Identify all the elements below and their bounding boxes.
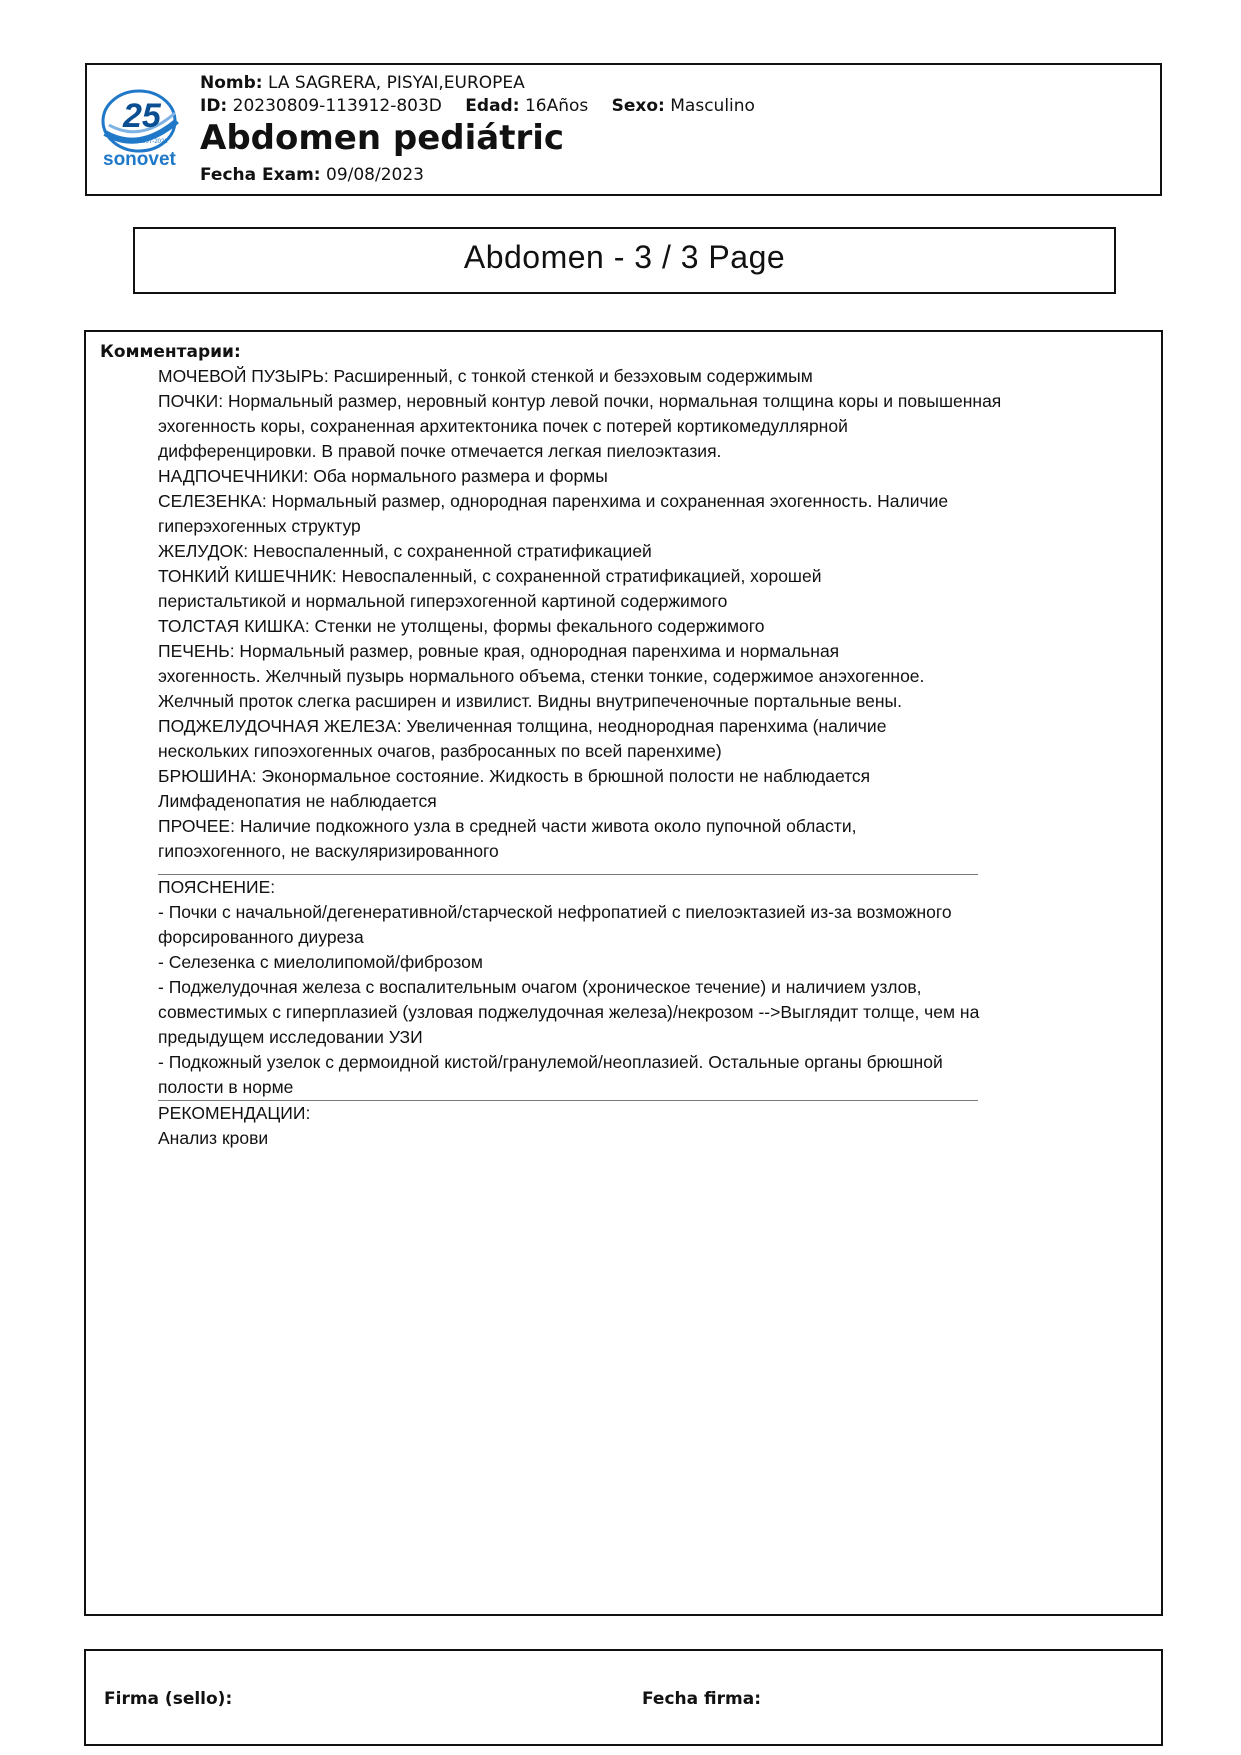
comments-box: [84, 330, 1163, 1616]
page-title-box: [133, 227, 1116, 294]
explanation-heading: ПОЯСНЕНИЕ:: [158, 877, 276, 897]
signature-box: [84, 1649, 1163, 1746]
patient-id-line: [200, 96, 755, 116]
report-body: [158, 364, 1158, 1151]
finding-line: ЖЕЛУДОК: Невоспаленный, с сохраненной стратификацией: [158, 541, 652, 561]
patient-name-line: [200, 73, 525, 93]
sex-label: Sexo:: [611, 96, 665, 116]
finding-line: ПРОЧЕЕ: Наличие подкожного узла в средней части живота около пупочной области,: [158, 816, 857, 836]
name-value: LA SAGRERA, PISYAI,EUROPEA: [268, 73, 525, 93]
finding-line: гиперэхогенных структур: [158, 516, 361, 536]
id-value: 20230809-113912-803D: [232, 96, 442, 116]
finding-line: эхогенность. Желчный пузырь нормального объема, стенки тонкие, содержимое анэхогенное.: [158, 666, 925, 686]
comments-label: Комментарии:: [100, 342, 241, 362]
explanation-line: совместимых с гиперплазией (узловая поджелудочная железа)/некрозом -->Выглядит толще, чем на: [158, 1002, 980, 1022]
finding-line: перистальтикой и нормальной гиперэхогенной картиной содержимого: [158, 591, 728, 611]
signature-label: Firma (sello):: [104, 1689, 233, 1709]
age-value: 16Años: [524, 96, 589, 116]
logo-years: 1997-2022: [139, 139, 168, 145]
exam-title: Abdomen pediátric: [200, 118, 565, 158]
finding-line: ТОНКИЙ КИШЕЧНИК: Невоспаленный, с сохраненной стратификацией, хорошей: [158, 566, 822, 586]
sonovet-logo: [99, 81, 185, 173]
id-label: ID:: [200, 96, 228, 116]
exam-date-line: [200, 165, 424, 185]
age-label: Edad:: [465, 96, 520, 116]
explanation-line: - Почки с начальной/дегенеративной/старческой нефропатией с пиелоэктазией из-за возможного: [158, 902, 952, 922]
explanation-line: полости в норме: [158, 1077, 294, 1097]
sex-value: Masculino: [670, 96, 755, 116]
finding-line: ПОЧКИ: Нормальный размер, неровный контур левой почки, нормальная толщина коры и повышенная: [158, 391, 1002, 411]
finding-line: нескольких гипоэхогенных очагов, разбросанных по всей паренхиме): [158, 741, 722, 761]
finding-line: НАДПОЧЕЧНИКИ: Оба нормального размера и формы: [158, 466, 608, 486]
finding-line: ПОДЖЕЛУДОЧНАЯ ЖЕЛЕЗА: Увеличенная толщина, неоднородная паренхима (наличие: [158, 716, 887, 736]
signature-date-label: Fecha firma:: [642, 1689, 761, 1709]
exam-date-value: 09/08/2023: [326, 165, 424, 185]
logo-brand: sonovet: [103, 149, 176, 170]
finding-line: БРЮШИНА: Эконормальное состояние. Жидкость в брюшной полости не наблюдается: [158, 766, 871, 786]
recommendations-heading: РЕКОМЕНДАЦИИ:: [158, 1103, 311, 1123]
page-title: Abdomen - 3 / 3 Page: [463, 239, 786, 275]
explanation-line: форсированного диуреза: [158, 927, 364, 947]
patient-header: [85, 63, 1162, 196]
finding-line: Желчный проток слегка расширен и извилист. Видны внутрипеченочные портальные вены.: [158, 691, 902, 711]
finding-line: СЕЛЕЗЕНКА: Нормальный размер, однородная паренхима и сохраненная эхогенность. Наличие: [158, 491, 949, 511]
explanation-line: - Подкожный узелок с дермоидной кистой/гранулемой/неоплазией. Остальные органы брюшной: [158, 1052, 943, 1072]
finding-line: эхогенность коры, сохраненная архитектоника почек с потерей кортикомедуллярной: [158, 416, 848, 436]
finding-line: дифференцировки. В правой почке отмечается легкая пиелоэктазия.: [158, 441, 722, 461]
finding-line: МОЧЕВОЙ ПУЗЫРЬ: Расширенный, с тонкой стенкой и безэховым содержимым: [158, 366, 813, 386]
recommendation-line: Анализ крови: [158, 1128, 269, 1148]
explanation-line: предыдущем исследовании УЗИ: [158, 1027, 423, 1047]
finding-line: ТОЛСТАЯ КИШКА: Стенки не утолщены, формы фекального содержимого: [158, 616, 765, 636]
exam-date-label: Fecha Exam:: [200, 165, 321, 185]
name-label: Nomb:: [200, 73, 263, 93]
finding-line: гипоэхогенного, не васкуляризированного: [158, 841, 499, 861]
logo-number: 25: [123, 97, 161, 135]
explanation-line: - Поджелудочная железа с воспалительным очагом (хроническое течение) и наличием узлов,: [158, 977, 922, 997]
finding-line: Лимфаденопатия не наблюдается: [158, 791, 437, 811]
explanation-line: - Селезенка с миелолипомой/фиброзом: [158, 952, 483, 972]
finding-line: ПЕЧЕНЬ: Нормальный размер, ровные края, однородная паренхима и нормальная: [158, 641, 840, 661]
